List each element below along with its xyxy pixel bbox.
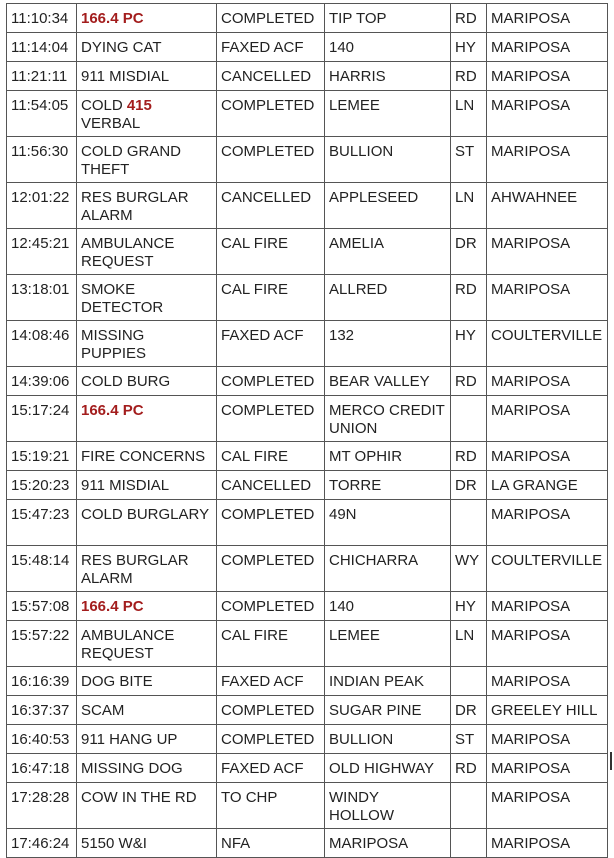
city-cell: LA GRANGE [487, 471, 608, 500]
city-cell: MARIPOSA [487, 725, 608, 754]
status-cell: CAL FIRE [217, 621, 325, 667]
call-type-cell [77, 91, 217, 137]
time-cell: 11:21:11 [7, 62, 77, 91]
city-cell: COULTERVILLE [487, 546, 608, 592]
street-cell: AMELIA [325, 229, 451, 275]
city-cell: MARIPOSA [487, 229, 608, 275]
city-cell: MARIPOSA [487, 396, 608, 442]
table-row [7, 725, 608, 754]
status-cell: COMPLETED [217, 500, 325, 546]
table-row [7, 33, 608, 62]
city-cell: MARIPOSA [487, 442, 608, 471]
street-suffix-cell: RD [451, 754, 487, 783]
street-cell: TIP TOP [325, 4, 451, 33]
status-cell: COMPLETED [217, 396, 325, 442]
table-row [7, 183, 608, 229]
table-row [7, 500, 608, 546]
status-cell: CANCELLED [217, 183, 325, 229]
street-cell: 132 [325, 321, 451, 367]
street-suffix-cell [451, 829, 487, 858]
time-cell: 15:20:23 [7, 471, 77, 500]
city-cell: MARIPOSA [487, 91, 608, 137]
street-cell: CHICHARRA [325, 546, 451, 592]
time-cell: 15:17:24 [7, 396, 77, 442]
street-suffix-cell: RD [451, 4, 487, 33]
table-row [7, 321, 608, 367]
city-cell: AHWAHNEE [487, 183, 608, 229]
time-cell: 15:48:14 [7, 546, 77, 592]
status-cell: TO CHP [217, 783, 325, 829]
status-cell: FAXED ACF [217, 754, 325, 783]
call-type-text: 911 MISDIAL [81, 68, 170, 85]
time-cell: 11:54:05 [7, 91, 77, 137]
call-type-cell [77, 471, 217, 500]
call-type-cell [77, 396, 217, 442]
street-suffix-cell: LN [451, 621, 487, 667]
status-cell: COMPLETED [217, 137, 325, 183]
time-cell: 11:56:30 [7, 137, 77, 183]
street-suffix-cell: RD [451, 275, 487, 321]
table-row [7, 621, 608, 667]
table-row [7, 667, 608, 696]
table-row [7, 396, 608, 442]
call-type-cell [77, 275, 217, 321]
status-cell: COMPLETED [217, 696, 325, 725]
table-row [7, 229, 608, 275]
status-cell: COMPLETED [217, 4, 325, 33]
call-code-highlight: 166.4 PC [81, 402, 144, 419]
time-cell: 16:47:18 [7, 754, 77, 783]
street-cell: MT OPHIR [325, 442, 451, 471]
street-suffix-cell: ST [451, 725, 487, 754]
status-cell: COMPLETED [217, 546, 325, 592]
call-type-text-rest: VERBAL [81, 114, 141, 132]
status-cell: FAXED ACF [217, 667, 325, 696]
street-suffix-cell: RD [451, 62, 487, 91]
table-row [7, 4, 608, 33]
call-type-cell [77, 62, 217, 91]
call-type-text: COW IN THE RD [81, 789, 197, 806]
street-suffix-cell [451, 500, 487, 546]
time-cell: 13:18:01 [7, 275, 77, 321]
call-type-cell [77, 321, 217, 367]
call-type-cell [77, 500, 217, 546]
call-code-highlight: 415 [126, 97, 152, 114]
street-suffix-cell: DR [451, 471, 487, 500]
city-cell: GREELEY HILL [487, 696, 608, 725]
call-type-cell [77, 667, 217, 696]
time-cell: 11:14:04 [7, 33, 77, 62]
time-cell: 14:08:46 [7, 321, 77, 367]
table-row [7, 442, 608, 471]
street-cell: TORRE [325, 471, 451, 500]
call-type-text: COLD [81, 97, 127, 114]
street-cell: SUGAR PINE [325, 696, 451, 725]
call-type-cell [77, 367, 217, 396]
time-cell: 15:19:21 [7, 442, 77, 471]
street-suffix-cell: HY [451, 321, 487, 367]
city-cell: MARIPOSA [487, 667, 608, 696]
street-suffix-cell: HY [451, 592, 487, 621]
call-type-text: AMBULANCE REQUEST [81, 235, 175, 270]
street-cell: WINDY HOLLOW [325, 783, 451, 829]
street-suffix-cell: LN [451, 183, 487, 229]
status-cell: CANCELLED [217, 471, 325, 500]
call-type-text: RES BURGLAR ALARM [81, 189, 189, 224]
street-suffix-cell [451, 667, 487, 696]
city-cell: MARIPOSA [487, 621, 608, 667]
city-cell: MARIPOSA [487, 500, 608, 546]
call-type-text: DOG BITE [81, 673, 153, 690]
city-cell: MARIPOSA [487, 275, 608, 321]
street-suffix-cell: ST [451, 137, 487, 183]
street-cell: BULLION [325, 137, 451, 183]
street-suffix-cell: DR [451, 229, 487, 275]
city-cell: MARIPOSA [487, 4, 608, 33]
time-cell: 12:45:21 [7, 229, 77, 275]
street-cell: MARIPOSA [325, 829, 451, 858]
street-cell: APPLESEED [325, 183, 451, 229]
call-type-cell [77, 725, 217, 754]
city-cell: MARIPOSA [487, 783, 608, 829]
call-code-highlight: 166.4 PC [81, 10, 144, 27]
call-type-cell [77, 546, 217, 592]
street-suffix-cell: RD [451, 367, 487, 396]
city-cell: MARIPOSA [487, 33, 608, 62]
call-type-text: SMOKE DETECTOR [81, 281, 164, 316]
street-suffix-cell: WY [451, 546, 487, 592]
street-suffix-cell: DR [451, 696, 487, 725]
call-type-text: 911 HANG UP [81, 731, 178, 748]
call-type-text: FIRE CONCERNS [81, 448, 206, 465]
status-cell: COMPLETED [217, 367, 325, 396]
street-cell: 49N [325, 500, 451, 546]
time-cell: 14:39:06 [7, 367, 77, 396]
city-cell: MARIPOSA [487, 592, 608, 621]
call-type-text: RES BURGLAR ALARM [81, 552, 189, 587]
call-type-text: DYING CAT [81, 39, 162, 56]
call-type-cell [77, 783, 217, 829]
call-type-text: 911 MISDIAL [81, 477, 170, 494]
street-cell: HARRIS [325, 62, 451, 91]
table-row [7, 275, 608, 321]
time-cell: 17:28:28 [7, 783, 77, 829]
status-cell: COMPLETED [217, 91, 325, 137]
status-cell: CAL FIRE [217, 229, 325, 275]
street-cell: BEAR VALLEY [325, 367, 451, 396]
call-type-cell [77, 4, 217, 33]
call-type-cell [77, 137, 217, 183]
city-cell: MARIPOSA [487, 754, 608, 783]
street-cell: INDIAN PEAK [325, 667, 451, 696]
call-code-highlight: 166.4 PC [81, 598, 144, 615]
time-cell: 16:40:53 [7, 725, 77, 754]
city-cell: MARIPOSA [487, 62, 608, 91]
status-cell: FAXED ACF [217, 33, 325, 62]
street-cell: OLD HIGHWAY [325, 754, 451, 783]
street-suffix-cell [451, 396, 487, 442]
call-type-text: COLD BURG [81, 373, 171, 390]
call-type-cell [77, 621, 217, 667]
call-type-text: COLD BURGLARY [81, 506, 210, 523]
time-cell: 15:57:08 [7, 592, 77, 621]
call-type-cell [77, 696, 217, 725]
time-cell: 16:37:37 [7, 696, 77, 725]
call-type-cell [77, 442, 217, 471]
call-type-text: 5150 W&I [81, 835, 147, 852]
time-cell: 11:10:34 [7, 4, 77, 33]
street-suffix-cell: RD [451, 442, 487, 471]
status-cell: NFA [217, 829, 325, 858]
time-cell: 16:16:39 [7, 667, 77, 696]
call-type-cell [77, 33, 217, 62]
call-type-text: COLD GRAND THEFT [81, 143, 182, 178]
city-cell: MARIPOSA [487, 137, 608, 183]
street-cell: ALLRED [325, 275, 451, 321]
time-cell: 17:46:24 [7, 829, 77, 858]
street-cell: 140 [325, 592, 451, 621]
street-suffix-cell: HY [451, 33, 487, 62]
time-cell: 12:01:22 [7, 183, 77, 229]
table-row [7, 783, 608, 829]
table-row [7, 696, 608, 725]
call-type-cell [77, 592, 217, 621]
call-log-body [7, 4, 608, 858]
status-cell: COMPLETED [217, 592, 325, 621]
table-row [7, 471, 608, 500]
table-row [7, 137, 608, 183]
status-cell: CANCELLED [217, 62, 325, 91]
street-cell: MERCO CREDIT UNION [325, 396, 451, 442]
street-suffix-cell [451, 783, 487, 829]
page-edge-mark [610, 752, 612, 770]
call-type-text: MISSING DOG [81, 760, 183, 777]
table-row [7, 91, 608, 137]
street-cell: BULLION [325, 725, 451, 754]
street-cell: 140 [325, 33, 451, 62]
status-cell: CAL FIRE [217, 275, 325, 321]
call-type-cell [77, 829, 217, 858]
table-row [7, 829, 608, 858]
call-type-text: AMBULANCE REQUEST [81, 627, 175, 662]
city-cell: COULTERVILLE [487, 321, 608, 367]
city-cell: MARIPOSA [487, 367, 608, 396]
status-cell: FAXED ACF [217, 321, 325, 367]
table-row [7, 367, 608, 396]
time-cell: 15:47:23 [7, 500, 77, 546]
call-type-cell [77, 754, 217, 783]
street-cell: LEMEE [325, 621, 451, 667]
call-type-text: MISSING PUPPIES [81, 327, 147, 362]
city-cell: MARIPOSA [487, 829, 608, 858]
table-row [7, 546, 608, 592]
status-cell: CAL FIRE [217, 442, 325, 471]
call-log-table [6, 3, 608, 858]
street-cell: LEMEE [325, 91, 451, 137]
call-type-text: SCAM [81, 702, 125, 719]
call-type-cell [77, 183, 217, 229]
call-type-cell [77, 229, 217, 275]
time-cell: 15:57:22 [7, 621, 77, 667]
table-row [7, 62, 608, 91]
table-row [7, 754, 608, 783]
status-cell: COMPLETED [217, 725, 325, 754]
table-row [7, 592, 608, 621]
street-suffix-cell: LN [451, 91, 487, 137]
